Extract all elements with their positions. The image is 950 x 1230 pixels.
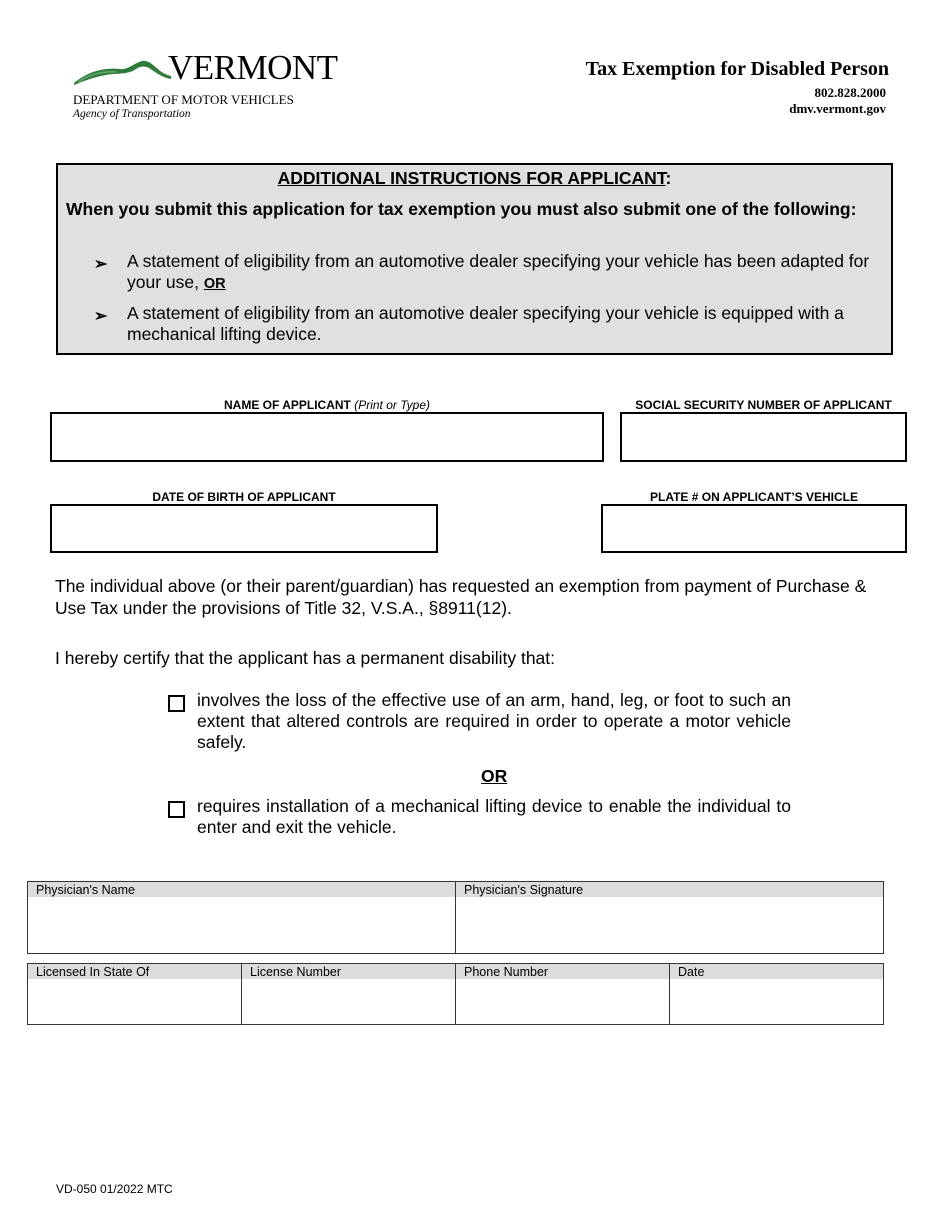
table-row [28, 964, 884, 1025]
physician-name-cell[interactable] [28, 882, 456, 954]
instructions-box [56, 163, 893, 355]
phone-number-label: Phone Number [456, 964, 669, 979]
dmv-phone: 802.828.2000 [814, 85, 886, 100]
table-row [28, 882, 884, 954]
logo-wordmark: VERMONT [168, 48, 338, 87]
physician-name-label: Physician's Name [28, 882, 455, 897]
instruction-bullet-1: A statement of eligibility from an automotive dealer specifying your vehicle has been adapted for your use, OR [127, 251, 870, 292]
bullet-arrow-icon: ➢ [94, 256, 108, 273]
option-altered-controls-text: involves the loss of the effective use of an arm, hand, leg, or foot to such an extent that altered controls are required in order to operate a motor vehicle safely. [197, 690, 791, 752]
dob-label: DATE OF BIRTH OF APPLICANT [152, 490, 336, 504]
phone-number-cell[interactable] [456, 964, 670, 1025]
instruction-bullet-2: A statement of eligibility from an automotive dealer specifying your vehicle is equipped with a mechanical lifting device. [127, 303, 844, 344]
instructions-intro: When you submit this application for tax exemption you must also submit one of the following: [66, 199, 857, 219]
exemption-statement: The individual above (or their parent/guardian) has requested an exemption from payment of Purchase & Use Tax under the provisions of Title 32, V.S.A., §8911(12). [55, 576, 867, 618]
applicant-name-field[interactable] [50, 412, 604, 462]
date-cell[interactable] [670, 964, 884, 1025]
physician-table [27, 881, 884, 954]
plate-label: PLATE # ON APPLICANT’S VEHICLE [649, 490, 859, 504]
name-label: NAME OF APPLICANT (Print or Type) [223, 398, 431, 412]
instructions-heading: ADDITIONAL INSTRUCTIONS FOR APPLICANT: [277, 168, 672, 188]
date-of-birth-field[interactable] [50, 504, 438, 553]
vermont-mountain-logo-icon [72, 55, 172, 87]
department-name: DEPARTMENT OF MOTOR VEHICLES [73, 92, 294, 107]
license-number-cell[interactable] [242, 964, 456, 1025]
agency-name: Agency of Transportation [73, 108, 191, 120]
dmv-website: dmv.vermont.gov [789, 101, 886, 116]
license-state-cell[interactable] [28, 964, 242, 1025]
physician-signature-cell[interactable] [456, 882, 884, 954]
license-table [27, 963, 884, 1025]
plate-number-field[interactable] [601, 504, 907, 553]
physician-signature-label: Physician's Signature [456, 882, 883, 897]
license-number-label: License Number [242, 964, 455, 979]
ssn-field[interactable] [620, 412, 907, 462]
document-title: Tax Exemption for Disabled Person [585, 58, 889, 80]
date-label: Date [670, 964, 883, 979]
certify-statement: I hereby certify that the applicant has a permanent disability that: [55, 648, 556, 668]
bullet-arrow-icon: ➢ [94, 308, 108, 325]
option-lifting-device-text: requires installation of a mechanical lifting device to enable the individual to enter and exit the vehicle. [197, 796, 791, 837]
option-altered-controls-checkbox[interactable] [168, 695, 185, 712]
license-state-label: Licensed In State Of [28, 964, 241, 979]
form-code: VD-050 01/2022 MTC [56, 1182, 173, 1196]
option-lifting-device-checkbox[interactable] [168, 801, 185, 818]
or-separator: OR [481, 766, 508, 786]
ssn-label: SOCIAL SECURITY NUMBER OF APPLICANT [635, 398, 892, 412]
